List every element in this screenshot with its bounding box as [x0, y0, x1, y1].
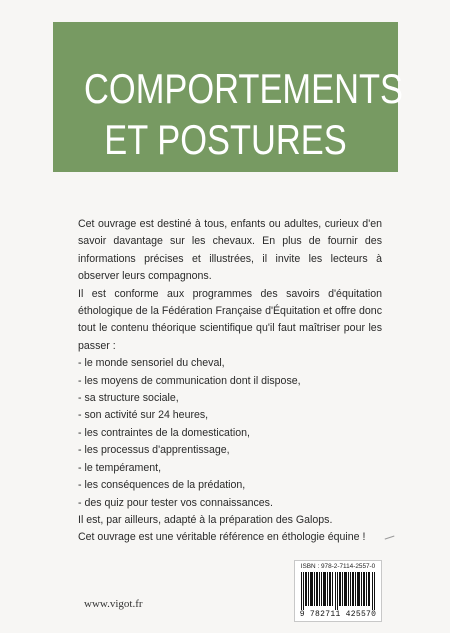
topics-list	[78, 355, 382, 512]
title-line-1: COMPORTEMENTS	[84, 65, 403, 112]
galops-paragraph: Il est, par ailleurs, adapté à la préparation des Galops.	[78, 513, 333, 526]
list-item: - le monde sensoriel du cheval,	[78, 357, 225, 370]
list-item: - des quiz pour tester vos connaissances.	[78, 496, 273, 509]
title-line-2: ET POSTURES	[104, 116, 347, 163]
list-item: - le tempérament,	[78, 461, 162, 474]
conformity-paragraph: Il est conforme aux programmes des savoirs d'équitation éthologique de la Fédération Française d'Équitation et offre donc tout le contenu théorique scientifique qu'il faut maîtriser pour les passer :	[78, 287, 382, 352]
isbn-barcode-box	[294, 560, 382, 622]
reference-paragraph: Cet ouvrage est une véritable référence en éthologie équine !	[78, 531, 366, 544]
list-item: - les moyens de communication dont il dispose,	[78, 374, 301, 387]
list-item: - les processus d'apprentissage,	[78, 444, 230, 457]
pen-mark	[385, 536, 396, 543]
list-item: - les conséquences de la prédation,	[78, 479, 246, 492]
isbn-label: ISBN : 978-2-7114-2557-0	[300, 563, 376, 570]
list-item: - les contraintes de la domestication,	[78, 426, 250, 439]
publisher-website[interactable]: www.vigot.fr	[84, 598, 143, 610]
intro-paragraph: Cet ouvrage est destiné à tous, enfants ou adultes, curieux d'en savoir davantage sur les chevaux. En plus de fournir des informations précises et illustrées, il invite les lecteurs à observer leurs compagnons.	[78, 218, 382, 283]
list-item: - sa structure sociale,	[78, 392, 179, 405]
barcode-digits: 9 782711 425570	[299, 610, 377, 619]
list-item: - son activité sur 24 heures,	[78, 409, 209, 422]
barcode-icon	[300, 572, 376, 610]
description-text	[78, 216, 382, 547]
title-banner	[53, 22, 403, 172]
